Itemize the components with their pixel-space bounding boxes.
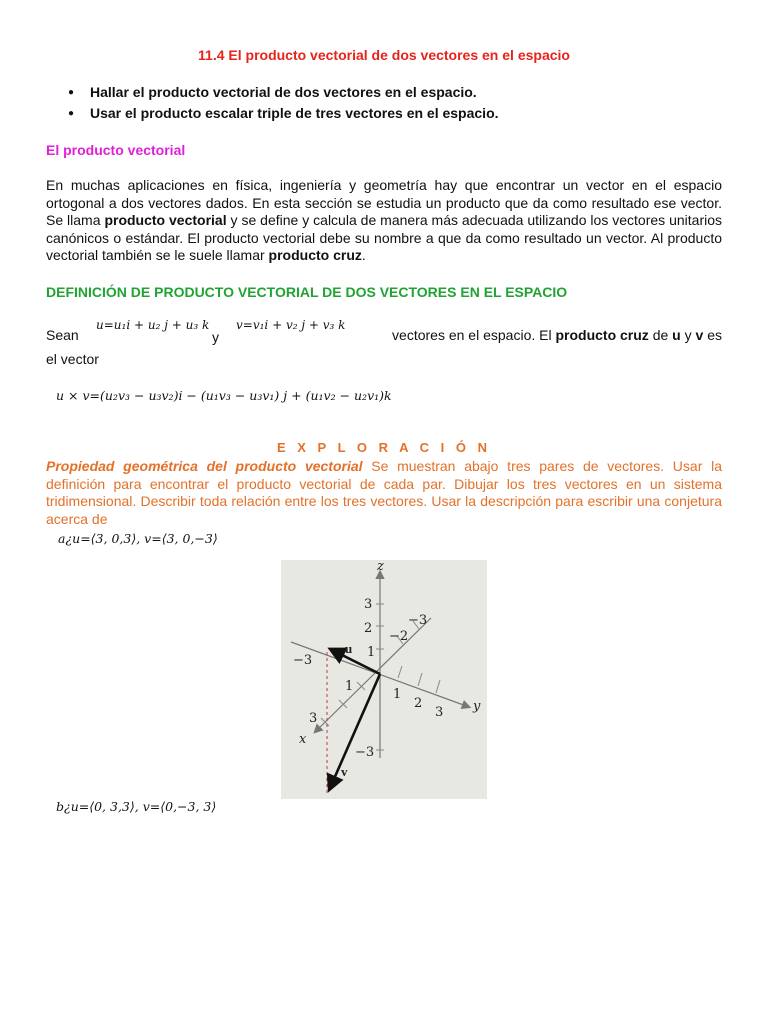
y-tick: 2 <box>414 696 423 711</box>
x-tick: 1 <box>345 679 354 694</box>
exploration-heading: E X P L O R A C I Ó N <box>276 440 492 455</box>
vector-v-arrow <box>330 674 380 788</box>
x-tick: −3 <box>293 653 313 668</box>
y-axis-label: y <box>473 699 481 714</box>
term-producto-vectorial: producto vectorial <box>104 212 227 228</box>
z-tick: 3 <box>364 597 373 612</box>
vector-u-label: u <box>345 641 353 656</box>
x-axis <box>315 618 431 732</box>
y-tick: 3 <box>435 705 444 720</box>
vector-diagram <box>281 560 487 799</box>
v-expression: v=v₁i + v₂ j + v₃ k <box>236 318 346 332</box>
page-title: 11.4 El producto vectorial de dos vectores en el espacio <box>198 47 570 63</box>
section-heading: El producto vectorial <box>46 142 186 158</box>
cross-product-formula: u × v=(u₂v₃ − u₃v₂)i − (u₁v₃ − u₃v₁) j + (u₁v₂ − u₂v₁)k <box>56 388 392 403</box>
definition-line2: el vector <box>46 351 99 367</box>
term-producto-cruz: producto cruz <box>268 247 362 263</box>
objective-item: ● Usar el producto escalar triple de tres vectores en el espacio. <box>68 103 499 124</box>
z-tick: −3 <box>355 745 375 760</box>
exploration-lead: Propiedad geométrica del producto vectorial <box>46 458 363 474</box>
objective-item: ● Hallar el producto vectorial de dos vectores en el espacio. <box>68 82 499 103</box>
vector-v-label: v <box>341 764 348 779</box>
z-tick: 2 <box>364 621 373 636</box>
z-axis-label: z <box>377 560 384 574</box>
definition-heading: DEFINICIÓN DE PRODUCTO VECTORIAL DE DOS VECTORES EN EL ESPACIO <box>46 284 568 300</box>
pair-b: b¿u=⟨0, 3,3⟩, v=⟨0,−3, 3⟩ <box>56 799 217 814</box>
x-tick: 3 <box>309 711 318 726</box>
definition-text: vectores en el espacio. El producto cruz de u y v es <box>392 327 722 343</box>
vector-figure <box>281 560 487 799</box>
x-axis-label: x <box>299 732 307 747</box>
y-tick: −2 <box>389 629 409 644</box>
exploration-paragraph: Propiedad geométrica del producto vectorial Se muestran abajo tres pares de vectores. Usar la definición para encontrar el producto vectorial de cada par. Dibujar los tres vectores en un sistema tridimensional. Describir toda relación entre los tres vectores. Usar la descripción para escribir una conjetura acerca de <box>46 458 722 527</box>
z-tick: 1 <box>367 645 376 660</box>
intro-paragraph: En muchas aplicaciones en física, ingeniería y geometría hay que encontrar un vector en el espacio ortogonal a dos vectores dados. En esta sección se estudia un producto que da como resultado ese vector. Se llama producto vectorial y se define y calcula de manera más adecuada utilizando los vectores unitarios canónicos o estándar. El producto vectorial debe su nombre a que da como resultado un vector. Al producto vectorial también se le suele llamar producto cruz. <box>46 177 722 263</box>
objectives-list <box>68 82 499 124</box>
u-expression: u=u₁i + u₂ j + u₃ k <box>96 318 210 332</box>
pair-a: a¿u=⟨3, 0,3⟩, v=⟨3, 0,−3⟩ <box>58 531 218 546</box>
definition-y: y <box>212 329 219 345</box>
y-tick: −3 <box>408 613 428 628</box>
y-tick: 1 <box>393 687 402 702</box>
definition-sean: Sean <box>46 327 79 343</box>
